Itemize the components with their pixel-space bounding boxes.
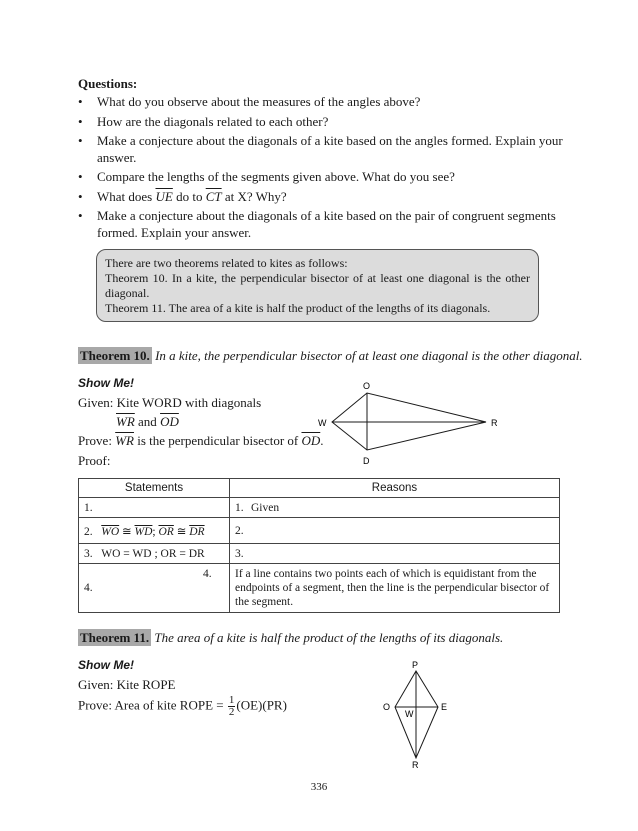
questions-list	[78, 94, 566, 244]
fraction-one-half: $\frac{1}{2}$	[228, 694, 235, 718]
prove-line: Prove: $\overline{WR}$ is the perpendicular bisector of $\overline{OD}$.	[78, 433, 324, 448]
vertex-label-d: D	[363, 456, 370, 466]
table-header-row	[79, 479, 560, 498]
vertex-label-r: R	[491, 418, 498, 428]
question-item: • How are the diagonals related to each other?	[78, 113, 329, 129]
table-row: 4. 4. If a line contains two points each of which is equidistant from the endpoints of a segment, then the line is the perpendicular bisector of the segment.	[79, 564, 560, 613]
given-diagonals: $\overline{WR}$ and $\overline{OD}$	[116, 414, 179, 429]
question-item: • Make a conjecture about the diagonals of a kite based on the pair of congruent segments formed. Explain your answer.	[78, 208, 556, 240]
theorem-11-text: The area of a kite is half the product of the lengths of its diagonals.	[154, 630, 504, 645]
vertex-label-p: P	[412, 660, 419, 670]
theorem-11-label: Theorem 11.	[80, 630, 150, 645]
questions-heading: Questions:	[78, 76, 138, 91]
vertex-label-o: O	[383, 702, 391, 712]
question-item: • What does $\overline{UE}$ do to $\overline{CT}$ at X? Why?	[78, 188, 287, 204]
header-reasons: Reasons	[230, 479, 560, 498]
prove-area-line: Prove: Area of kite ROPE = $\frac{1}{2}$ (OE)(PR)	[78, 694, 287, 718]
vertex-label-o: O	[363, 381, 371, 391]
given-line: Given: Kite WORD with diagonals	[78, 395, 262, 410]
theorem-10-label: Theorem 10.	[80, 348, 150, 363]
table-row: 3. WO = WD ; OR = DR 3.	[79, 544, 560, 564]
vertex-label-w: W	[318, 418, 327, 428]
header-statements: Statements	[79, 479, 230, 498]
callout-line: Theorem 10. In a kite, the perpendicular bisector of at least one diagonal is the other diagonal.	[105, 271, 530, 300]
theorem-10-text: In a kite, the perpendicular bisector of at least one diagonal is the other diagonal.	[155, 348, 583, 363]
theorem-11-statement	[78, 630, 503, 646]
question-item: • Compare the lengths of the segments given above. What do you see?	[78, 169, 455, 184]
vertex-label-r: R	[412, 760, 419, 770]
callout-line: There are two theorems related to kites as follows:	[105, 256, 348, 270]
question-item: • What do you observe about the measures of the angles above?	[78, 94, 421, 109]
kite-rope-figure	[378, 660, 458, 770]
question-item: • Make a conjecture about the diagonals of a kite based on the angles formed. Explain your answer.	[78, 133, 563, 165]
given-line: Given: Kite ROPE	[78, 677, 176, 692]
vertex-label-e: E	[441, 702, 448, 712]
proof-label: Proof:	[78, 453, 111, 468]
show-me-heading: Show Me!	[78, 658, 134, 672]
table-row: 1. 1. Given	[79, 498, 560, 518]
page-number: 336	[310, 781, 328, 793]
theorems-callout-box	[96, 249, 539, 322]
point-label-w: W	[405, 709, 414, 719]
callout-line: Theorem 11. The area of a kite is half the product of the lengths of its diagonals.	[105, 301, 491, 315]
theorem-10-statement	[78, 348, 583, 364]
proof-table	[78, 478, 560, 613]
show-me-heading: Show Me!	[78, 376, 134, 390]
table-row: 2. $\overline{WO}$ ≅ $\overline{WD}$; $\overline{OR}$ ≅ $\overline{DR}$ 2.	[79, 518, 560, 544]
kite-word-figure	[310, 378, 510, 470]
